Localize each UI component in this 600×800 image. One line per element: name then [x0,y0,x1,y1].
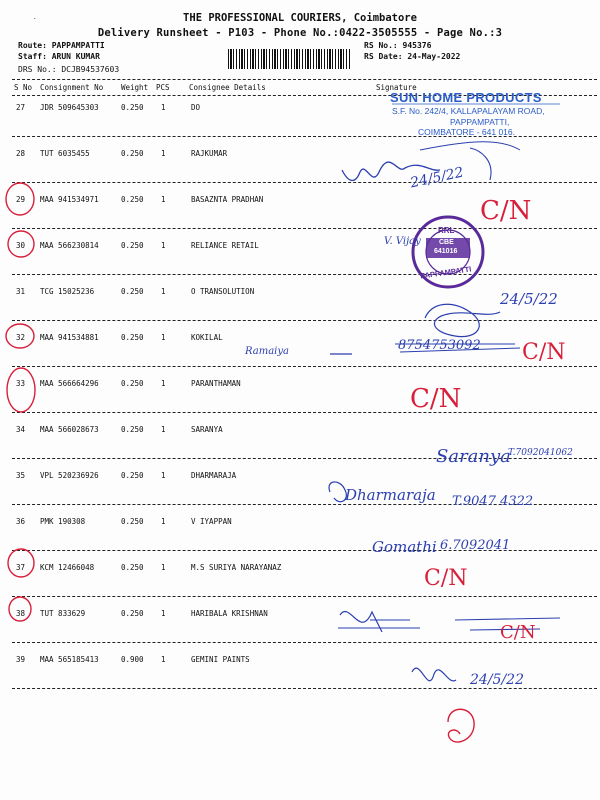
cell-wt: 0.250 [121,471,144,480]
cell-name: V IYAPPAN [191,517,232,526]
cell-pcs: 1 [161,655,166,664]
col-pcs: PCS [156,83,170,92]
cell-sno: 32 [16,333,26,342]
signature-30: V. Vijay [384,236,421,247]
cell-wt: 0.250 [121,103,144,112]
cell-sno: 29 [16,195,26,204]
seal-top: RRL [438,226,455,235]
red-circle-38 [9,597,31,621]
cell-pcs: 1 [161,609,166,618]
red-circle-32 [6,324,34,348]
cell-sno: 35 [16,471,26,480]
cn-mark-32: C/N [522,340,566,365]
col-consignee: Consignee Details [189,83,266,92]
header-mark: . [33,14,37,21]
cell-sno: 37 [16,563,26,572]
runsheet-title: THE PROFESSIONAL COURIERS, Coimbatore [183,12,417,24]
cell-sno: 27 [16,103,26,112]
cell-pcs: 1 [161,379,166,388]
phone-36: T.9047 4322 [452,494,534,509]
cn-mark-37: C/N [424,566,468,591]
rs-date: RS Date: 24-May-2022 [364,52,461,61]
cell-wt: 0.250 [121,195,144,204]
cell-pcs: 1 [161,517,166,526]
stamp-locality: PAPPAMPATTI, [450,117,510,127]
cell-cons: MAA 941534881 [40,333,99,342]
col-sno: S No [14,83,33,92]
cell-name: HARIBALA KRISHNAN [191,609,268,618]
cell-cons: TUT 6035455 [40,149,90,158]
stamp-company: SUN HOME PRODUCTS [390,90,542,105]
cell-cons: MAA 566028673 [40,425,99,434]
stamp-city: COIMBATORE - 641 016. [418,127,515,137]
signature-32-name: Ramaiya [245,346,289,357]
cell-sno: 30 [16,241,26,250]
signature-38-left [340,612,382,632]
cell-name: KOKILAL [191,333,223,342]
date-39: 24/5/22 [470,672,524,688]
cell-name: M.S SURIYA NARAYANAZ [191,563,282,572]
stamp-scribble [420,142,520,150]
cell-pcs: 1 [161,149,166,158]
cell-cons: MAA 565185413 [40,655,99,664]
cell-sno: 38 [16,609,26,618]
phone-35: T.7092041062 [508,448,573,458]
cell-wt: 0.250 [121,609,144,618]
col-weight: Weight [121,83,149,92]
red-circle-30 [8,231,34,257]
red-mark-bottom [448,709,474,742]
cell-cons: MAA 566664296 [40,379,99,388]
signature-36: Dharmaraja [345,486,436,504]
cell-pcs: 1 [161,563,166,572]
cell-cons: MAA 941534971 [40,195,99,204]
cell-wt: 0.250 [121,241,144,250]
cell-name: SARANYA [191,425,223,434]
cell-wt: 0.900 [121,655,144,664]
cn-mark-38: C/N [500,622,536,643]
staff-label: Staff: ARUN KUMAR [18,52,100,61]
cell-name: DHARMARAJA [191,471,237,480]
cell-pcs: 1 [161,425,166,434]
signature-36-heart [329,482,346,502]
date-28: 24/5/22 [408,164,466,192]
cell-wt: 0.250 [121,333,144,342]
cell-sno: 31 [16,287,26,296]
cell-name: RAJKUMAR [191,149,228,158]
cell-wt: 0.250 [121,287,144,296]
cell-name: GEMINI PAINTS [191,655,250,664]
date-31: 24/5/22 [500,290,558,308]
seal-mid: CBE [439,239,454,246]
cell-wt: 0.250 [121,563,144,572]
cell-pcs: 1 [161,103,166,112]
cn-mark-33: C/N [410,384,462,414]
cell-cons: PMK 190308 [40,517,86,526]
red-circle-37 [8,549,34,577]
cell-pcs: 1 [161,471,166,480]
cell-pcs: 1 [161,241,166,250]
cell-name: O TRANSOLUTION [191,287,255,296]
cell-cons: TCG 15025236 [40,287,95,296]
seal-bottom: PAPPAMPATTI [419,264,472,281]
cell-cons: VPL 520236926 [40,471,99,480]
stamp-address: S.F. No. 242/4, KALLAPALAYAM ROAD, [392,106,545,116]
phone-37: 6.7092041 [440,538,511,553]
cell-wt: 0.250 [121,379,144,388]
cell-sno: 34 [16,425,26,434]
cell-pcs: 1 [161,287,166,296]
cell-sno: 33 [16,379,26,388]
cell-sno: 36 [16,517,26,526]
red-circle-33 [7,368,35,412]
cell-name: BASAZNTA PRADHAN [191,195,264,204]
cell-sno: 28 [16,149,26,158]
signature-37: Gomathi [372,538,437,556]
col-consignment: Consignment No [40,83,104,92]
signature-35: Saranya [436,446,511,467]
cell-name: RELIANCE RETAIL [191,241,259,250]
seal-pin: 641016 [434,248,458,255]
cell-name: DO [191,103,201,112]
cell-wt: 0.250 [121,149,144,158]
phone-32: 8754753092 [398,338,481,353]
runsheet-subtitle: Delivery Runsheet - P103 - Phone No.:0422-3505555 - Page No.:3 [97,27,503,39]
signature-39 [412,668,456,681]
col-signature: Signature [376,83,417,92]
signature-31 [425,304,500,336]
cell-cons: JDR 509645303 [40,103,99,112]
cell-sno: 39 [16,655,26,664]
cell-cons: TUT 833629 [40,609,86,618]
signature-28-tail [470,148,491,180]
red-circle-29 [6,183,34,215]
cell-cons: MAA 566230814 [40,241,99,250]
cell-pcs: 1 [161,195,166,204]
cell-name: PARANTHAMAN [191,379,241,388]
cell-cons: KCM 12466048 [40,563,95,572]
cell-wt: 0.250 [121,517,144,526]
cell-wt: 0.250 [121,425,144,434]
route-label: Route: PAPPAMPATTI [18,41,105,50]
cell-pcs: 1 [161,333,166,342]
rs-number: RS No.: 945376 [364,41,432,50]
cn-mark-29: C/N [480,196,532,226]
drs-number: DRS No.: DCJB94537603 [18,65,120,74]
